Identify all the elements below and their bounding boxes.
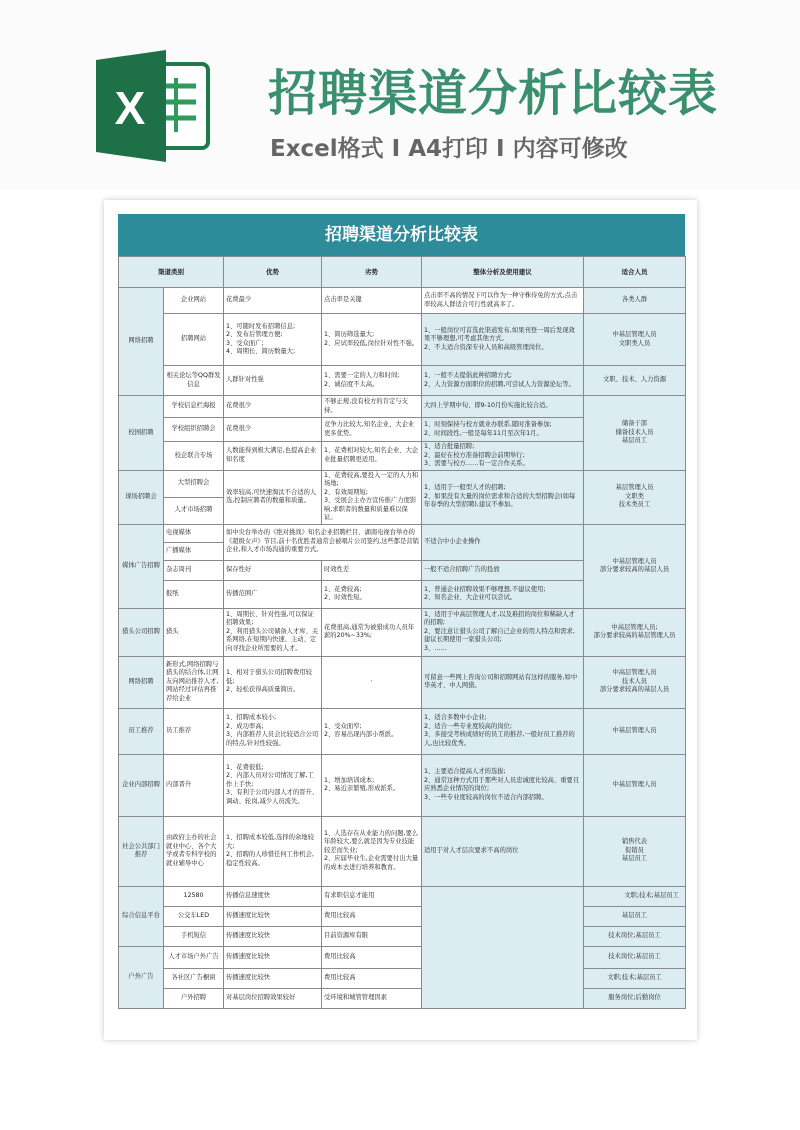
table-row xyxy=(119,754,686,816)
suitable-cell: 中基层管理人员 部分要求较高的基层人员 xyxy=(584,524,686,608)
recommendation-cell: 1、一般不太提倡此种招聘方式; 2、人力资源方面职位的招聘,可尝试人力资源论坛等。 xyxy=(422,366,584,396)
column-header: 整体分析及使用建议 xyxy=(422,257,584,288)
recommendation-cell: 1、适合多数中小企业; 2、适合一些专业度较高的岗位; 3、多接受考核成绩好的员工的推荐,一般好员工推荐的人,也比较优秀。 xyxy=(422,708,584,754)
recommendation-cell: 1、适用于中高层管理人才,以及难招的岗位和稀缺人才的招聘; 2、要注意让猎头公司了解自己企业的用人特点和需求,建议长期使用一家猎头公司; 3、…… xyxy=(422,608,584,656)
suitable-cell: 中高层管理人员; 部分要求较高的基层管理人员 xyxy=(584,608,686,656)
advantage-cell: 1、花费很低; 2、内部人员对公司情况了解,工作上手快; 3、有利于公司内部人才的晋升、调动、轮岗,减少人员流失。 xyxy=(224,754,322,816)
comparison-table xyxy=(118,256,686,1009)
channel-cell: 户外招聘 xyxy=(164,988,224,1008)
suitable-cell: 基层员工 xyxy=(584,906,686,926)
disadvantage-cell: 1、人选存在从业能力的问题,要么年龄较大,要么就是因为专业技能较差而失业; 2、应届毕业生,企业需要付出大量的成本去进行培养和教育。 xyxy=(322,816,422,886)
table-row xyxy=(119,656,686,708)
advantage-cell: 人数能得到极大满足,也提高企业知名度 xyxy=(224,442,322,471)
suitable-cell: 文职;技术;基层员工 xyxy=(584,968,686,988)
disadvantage-cell: 1、增加培训成本; 2、易近亲繁殖,形成派系。 xyxy=(322,754,422,816)
suitable-cell: 技术岗位;基层员工 xyxy=(584,926,686,946)
recommendation-cell: 大四上学期中旬、即9-10月份实施比较合适。 xyxy=(422,396,584,418)
disadvantage-cell: 1、花费较高,要投入一定的人力和场地; 2、有效周期短; 3、受展会主办方宣传推广力度影响,求职者的数量和质量难以保证。 xyxy=(322,470,422,524)
disadvantage-cell: 费用比较高 xyxy=(322,968,422,988)
suitable-cell: 中高层管理人员 技术人员 部分要求较高的基层人员 xyxy=(584,656,686,708)
channel-cell: 学校组织招聘会 xyxy=(164,418,224,442)
disadvantage-cell: 点击率是关键 xyxy=(322,288,422,314)
advantage-cell: 1、周期长、针对性强,可以保证招聘效果; 2、利用猎头公司储备人才库、关系网络,在短期内快速、主动、定向寻找企业所需要的人才。 xyxy=(224,608,322,656)
disadvantage-cell: 费用比较高 xyxy=(322,946,422,968)
excel-logo-letter: X xyxy=(114,82,146,134)
channel-cell: 员工推荐 xyxy=(164,708,224,754)
column-header: 适合人员 xyxy=(584,257,686,288)
table-row xyxy=(119,886,686,906)
category-cell: 媒体广告招聘 xyxy=(119,524,164,608)
suitable-cell: 各类人群 xyxy=(584,288,686,314)
channel-cell: 杂志周刊 xyxy=(164,560,224,580)
table-row xyxy=(119,396,686,418)
suitable-cell: 基层管理人员 文职类 技术类员工 xyxy=(584,470,686,524)
recommendation-cell: 一般不适合招聘广告的投放 xyxy=(422,560,584,580)
recommendation-cell: 适用于对人才层次要求不高的岗位 xyxy=(422,816,584,886)
disadvantage-cell: 1、花费较高; 2、时效性短。 xyxy=(322,580,422,608)
recommendation-cell: 1、主要适合提高人才的选拔; 2、通常这种方式用于那些对人员忠诚度比较高、重要且应熟悉企业情况的岗位; 3、一些专业度较高的岗位不适合内部招聘。 xyxy=(422,754,584,816)
category-cell: 综合信息平台 xyxy=(119,886,164,946)
channel-cell: 人才市场户外广告 xyxy=(164,946,224,968)
table-row xyxy=(119,816,686,886)
recommendation-cell: 点击率不高的情况下可以作为一种守株待免的方式,点击率较高人群适合可行性就高多了。 xyxy=(422,288,584,314)
suitable-cell: 销售代表 促销员 基层员工 xyxy=(584,816,686,886)
suitable-cell: 中基层管理人员 文职类人员 xyxy=(584,314,686,366)
channel-cell: 人才市场招聘 xyxy=(164,497,224,524)
recommendation-cell: 1、适用于一般型人才的招聘; 2、如果没有大量的岗位需求和合适的大型招聘会(如每年春季的大型招聘),建议不参加。 xyxy=(422,470,584,524)
category-cell: 户外广告 xyxy=(119,946,164,1008)
disadvantage-cell: 目前资源库有限 xyxy=(322,926,422,946)
channel-cell: 企业网站 xyxy=(164,288,224,314)
advantage-cell: 1、招聘成本较小; 2、成功率高; 3、内部推荐人员会比较适合公司的特点,针对性较强。 xyxy=(224,708,322,754)
disadvantage-cell: 受环境和城管管理因素 xyxy=(322,988,422,1008)
category-cell: 现场招聘会 xyxy=(119,470,164,524)
category-cell: 校园招聘 xyxy=(119,396,164,471)
advantage-cell: 传播范围广 xyxy=(224,580,322,608)
advantage-cell: 1、相对于猎头公司招聘费用较低; 2、轻松获得高质量简历。 xyxy=(224,656,322,708)
channel-cell: 报纸 xyxy=(164,580,224,608)
table-row xyxy=(119,608,686,656)
table-row xyxy=(119,946,686,968)
disadvantage-cell: 时效性差 xyxy=(322,560,422,580)
advantage-cell: 花费很少 xyxy=(224,418,322,442)
table-row xyxy=(119,926,686,946)
disadvantage-cell: 不够正规,没有校方的肯定与支持。 xyxy=(322,396,422,418)
channel-cell: 校企联合专场 xyxy=(164,442,224,471)
suitable-cell: 文职、技术、人力资源 xyxy=(584,366,686,396)
category-cell: 网络招聘 xyxy=(119,288,164,396)
table-row xyxy=(119,288,686,314)
disadvantage-cell: 1、花费相对较大,知名企业、大企业批量招聘更适用。 xyxy=(322,442,422,471)
channel-cell: 内部晋升 xyxy=(164,754,224,816)
advantage-cell: 1、可随时发布招聘信息; 2、发布后管理方便; 3、受众面广; 4、周期长、简历数量大; xyxy=(224,314,322,366)
advantage-cell: 传播速度比较快 xyxy=(224,906,322,926)
advantage-cell: 人群针对性强 xyxy=(224,366,322,396)
disadvantage-cell: 有求职信息才能用 xyxy=(322,886,422,906)
column-header: 渠道类别 xyxy=(119,257,224,288)
disadvantage-cell: 1、受众面窄; 2、容易出现内部小帮派。 xyxy=(322,708,422,754)
table-row xyxy=(119,314,686,366)
advantage-cell: 保存性好 xyxy=(224,560,322,580)
table-row xyxy=(119,366,686,396)
recommendation-cell: 不适合中小企业操作 xyxy=(422,524,584,560)
media-description-cell: 如中央台举办的《绝对挑战》知名企业招聘栏目、湖南电视台举办的《超级女声》节目,前十名优胜者通常会被唱片公司签约,这些都是营销企业,和人才市场沟通的重要方式。 xyxy=(224,524,422,560)
advantage-cell: 传播信息速度快 xyxy=(224,886,322,906)
advantage-cell: 效率较高,可快速淘汰不合适的人选,控制应聘者的数量和质量。 xyxy=(224,470,322,524)
table-row xyxy=(119,708,686,754)
channel-cell: 12580 xyxy=(164,886,224,906)
disadvantage-cell: 费用比较高 xyxy=(322,906,422,926)
document-title: 招聘渠道分析比较表 xyxy=(118,214,685,256)
recommendation-cell: 1、一般岗位可首选此渠道发布,如果刊登一周后发现效果不够理想,可考虑其他方式。 2、不太适合资深专业人员和高级管理岗位。 xyxy=(422,314,584,366)
disadvantage-cell: 1、需要一定的人力和时间; 2、诚信度不太高。 xyxy=(322,366,422,396)
category-cell: 网络招聘 xyxy=(119,656,164,708)
channel-cell: 广播媒体 xyxy=(164,542,224,560)
table-row xyxy=(119,988,686,1008)
table-row xyxy=(119,470,686,497)
disadvantage-cell: · xyxy=(322,656,422,708)
advantage-cell: 对基层岗位招聘效果较好 xyxy=(224,988,322,1008)
suitable-cell: 技术岗位;基层员工 xyxy=(584,946,686,968)
advantage-cell: 传播速度比较快 xyxy=(224,968,322,988)
disadvantage-cell: 竞争力比较大,知名企业、大企业更多优势。 xyxy=(322,418,422,442)
channel-cell: 各社区广告橱窗 xyxy=(164,968,224,988)
channel-cell: 学校信息栏海报 xyxy=(164,396,224,418)
channel-cell: 由政府主办的社会就业中心、各个大学或者专科学校的就业辅导中心 xyxy=(164,816,224,886)
advantage-cell: 传播速度比较快 xyxy=(224,946,322,968)
table-row xyxy=(119,524,686,542)
recommendation-cell xyxy=(422,886,584,1008)
page-title: 招聘渠道分析比较表 xyxy=(268,65,719,122)
advantage-cell: 花费很少 xyxy=(224,396,322,418)
channel-cell: 招聘网站 xyxy=(164,314,224,366)
suitable-cell: 储备干部 储备技术人员 基层员工 xyxy=(584,396,686,471)
table-row xyxy=(119,968,686,988)
column-header: 劣势 xyxy=(322,257,422,288)
category-cell: 猎头公司招聘 xyxy=(119,608,164,656)
table-header-row xyxy=(119,257,686,288)
disadvantage-cell: 花费很高,通常为被猎成功人员年薪的20%~33%; xyxy=(322,608,422,656)
suitable-cell: 服务岗位;后勤岗位 xyxy=(584,988,686,1008)
category-cell: 企业内部招聘 xyxy=(119,754,164,816)
advantage-cell: 1、招聘成本较低,选择的余地较大; 2、招聘的人珍惜任何工作机会,稳定性较高。 xyxy=(224,816,322,886)
template-header xyxy=(0,0,800,190)
category-cell: 社会公共部门推荐 xyxy=(119,816,164,886)
disadvantage-cell: 1、简历筛选量大; 2、应试率较低,岗位针对性不强。 xyxy=(322,314,422,366)
recommendation-cell: 1、适合批量招聘; 2、最好在校方准备招聘会前期举行; 3、需要与校方……有一定合作关系。 xyxy=(422,442,584,471)
advantage-cell: 传播速度比较快 xyxy=(224,926,322,946)
category-cell: 员工推荐 xyxy=(119,708,164,754)
page-subtitle: Excel格式 I A4打印 I 内容可修改 xyxy=(270,136,628,162)
suitable-cell: 中基层管理人员 xyxy=(584,754,686,816)
column-header: 优势 xyxy=(224,257,322,288)
suitable-cell: 中基层管理人员 xyxy=(584,708,686,754)
table-row xyxy=(119,906,686,926)
channel-cell: 电视媒体 xyxy=(164,524,224,542)
channel-cell: 公交车LED xyxy=(164,906,224,926)
recommendation-cell: 1、时刻保持与校方就业办联系,随时准备参加; 2、时间段性,一般是每年11月至次年1月。 xyxy=(422,418,584,442)
recommendation-cell: 1、普通企业招聘效果不够理想,不建议使用; 2、知名企业、大企业可以尝试。 xyxy=(422,580,584,608)
channel-cell: 猎头 xyxy=(164,608,224,656)
channel-cell: 手机短信 xyxy=(164,926,224,946)
channel-cell: 相关论坛等QQ群发信息 xyxy=(164,366,224,396)
channel-cell: 新形式,网络招聘与猎头的结合体,让网友向网站推荐人才,网站经过评估再推荐给企业 xyxy=(164,656,224,708)
suitable-cell: 文职;技术;基层员工 xyxy=(584,886,686,906)
advantage-cell: 花费最少 xyxy=(224,288,322,314)
excel-icon xyxy=(96,50,211,162)
recommendation-cell: 可留意一些网上咨询公司和招聘网站有这样的服务,如中华英才、中人网猎。 xyxy=(422,656,584,708)
channel-cell: 大型招聘会 xyxy=(164,470,224,497)
